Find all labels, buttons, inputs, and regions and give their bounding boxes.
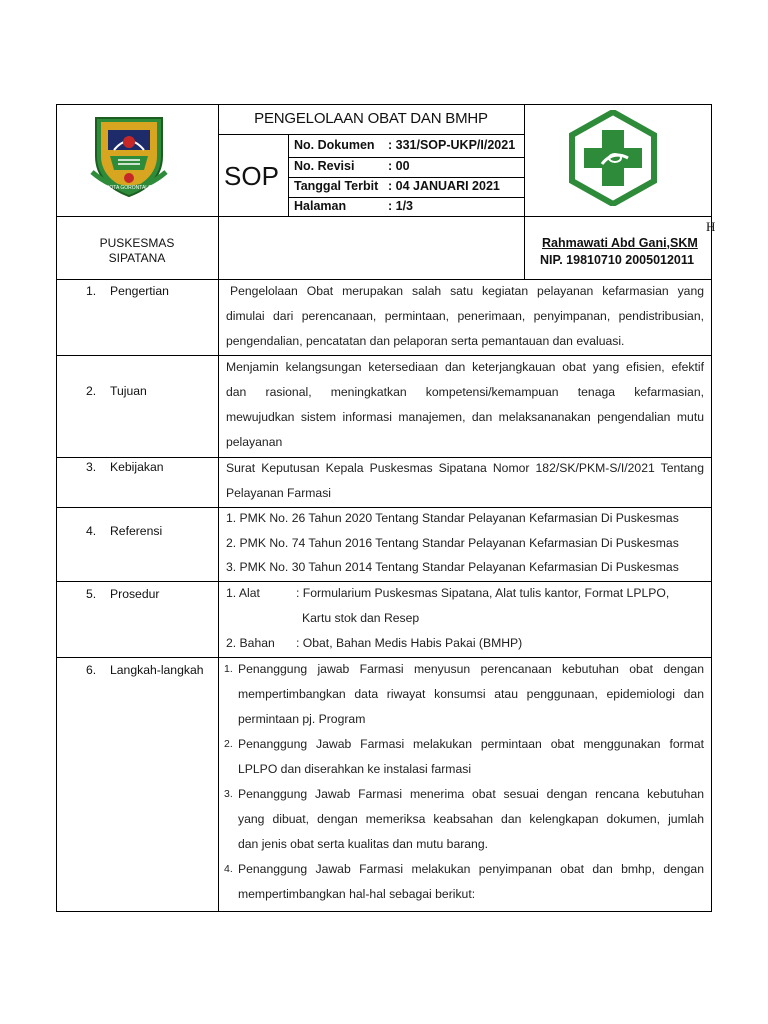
section-number: 4.	[86, 524, 97, 538]
signer-nip: NIP. 19810710 2005012011	[540, 253, 695, 267]
margin-mark: H	[706, 219, 716, 234]
step-text-line: Penanggung jawab Farmasi menyusun perencanaan kebutuhan obat dengan	[238, 662, 704, 676]
step-text-line: mempertimbangkan hal-hal sebagai berikut:	[238, 887, 476, 901]
section-text-line: Pengelolaan Obat merupakan salah satu kegiatan pelayanan kefarmasian yang	[230, 284, 704, 298]
section-label: Kebijakan	[110, 460, 164, 474]
step-text-line: dan jenis obat serta kualitas dan mutu barang.	[238, 837, 489, 851]
section-number: 3.	[86, 460, 97, 474]
section-number: 2.	[86, 384, 97, 398]
step-number: 3.	[224, 788, 233, 800]
section-label: Pengertian	[110, 284, 169, 298]
section-text-line: pelayanan	[226, 435, 283, 449]
grid-line	[524, 104, 525, 279]
step-item	[224, 782, 704, 857]
step-number: 1.	[224, 663, 233, 675]
section-label: Prosedur	[110, 587, 160, 601]
reference-item: 3. PMK No. 30 Tahun 2014 Tentang Standar Pelayanan Kefarmasian Di Puskesmas	[226, 560, 679, 574]
step-text-line: Penanggung Jawab Farmasi menerima obat sesuai dengan rencana kebutuhan	[238, 787, 704, 801]
step-item	[224, 732, 704, 782]
reference-item: 1. PMK No. 26 Tahun 2020 Tentang Standar Pelayanan Kefarmasian Di Puskesmas	[226, 511, 679, 525]
procedure-item-value: : Obat, Bahan Medis Habis Pakai (BMHP)	[296, 636, 523, 650]
step-number: 2.	[224, 738, 233, 750]
step-text-line: Penanggung Jawab Farmasi melakukan permintaan obat menggunakan format	[238, 737, 704, 751]
section-number: 6.	[86, 663, 97, 677]
grid-line	[288, 157, 524, 158]
section-label: Langkah-langkah	[110, 663, 204, 677]
step-number: 4.	[224, 863, 233, 875]
step-text-line: mempertimbangkan data riwayat konsumsi atau penggunaan, epidemiologi dan	[238, 687, 704, 701]
section-label: Tujuan	[110, 384, 147, 398]
procedure-item-label: 1. Alat	[226, 586, 260, 600]
meta-value: : 331/SOP-UKP/I/2021	[388, 138, 516, 152]
org-name-line1: PUSKESMAS	[99, 236, 175, 250]
meta-value: : 00	[388, 159, 410, 173]
section-label: Referensi	[110, 524, 163, 538]
grid-line	[288, 197, 524, 198]
procedure-item-value: Kartu stok dan Resep	[302, 611, 420, 625]
section-number: 5.	[86, 587, 97, 601]
meta-label: No. Dokumen	[294, 138, 375, 152]
section-text-line: Menjamin kelangsungan ketersediaan dan keterjangkauan obat yang efisien, efektif	[226, 360, 704, 374]
step-text-line: permintaan pj. Program	[238, 712, 366, 726]
crest-banner-text: KOTA GORONTALO	[106, 185, 152, 191]
page-title: PENGELOLAAN OBAT DAN BMHP	[254, 110, 488, 127]
meta-label: No. Revisi	[294, 159, 355, 173]
section-number: 1.	[86, 284, 97, 298]
grid-line	[218, 104, 219, 912]
city-crest-logo	[86, 112, 172, 198]
procedure-item-label: 2. Bahan	[226, 636, 275, 650]
reference-item: 2. PMK No. 74 Tahun 2016 Tentang Standar Pelayanan Kefarmasian Di Puskesmas	[226, 535, 679, 550]
meta-label: Tanggal Terbit	[294, 179, 379, 193]
grid-line	[56, 216, 712, 217]
signer-name: Rahmawati Abd Gani,SKM	[542, 236, 698, 250]
section-text-line: pengendalian, pencatatan dan pelaporan serta pemantauan dan evaluasi.	[226, 334, 625, 348]
section-text-line: dimulai dari perencanaan, permintaan, penerimaan, penyimpanan, pendistribusian,	[226, 309, 704, 323]
step-text-line: LPLPO dan diserahkan ke instalasi farmasi	[238, 762, 472, 776]
grid-line	[218, 134, 524, 135]
section-text-line: Pelayanan Farmasi	[226, 486, 331, 500]
step-item	[224, 857, 704, 907]
grid-line	[288, 177, 524, 178]
procedure-item-value: : Formularium Puskesmas Sipatana, Alat tulis kantor, Format LPLPO,	[296, 586, 670, 600]
org-name-line2: SIPATANA	[108, 251, 166, 265]
step-text-line: Penanggung Jawab Farmasi melakukan penyimpanan obat dan bmhp, dengan	[238, 862, 704, 876]
sop-label: SOP	[224, 161, 279, 191]
meta-value: : 1/3	[388, 199, 414, 213]
step-text-line: yang dibuat, dengan memeriksa keabsahan dan kelengkapan dokumen, jumlah	[238, 812, 704, 826]
section-text-line: Surat Keputusan Kepala Puskesmas Sipatana Nomor 182/SK/PKM-S/I/2021 Tentang	[226, 461, 704, 475]
puskesmas-logo	[568, 110, 658, 206]
step-item	[224, 657, 704, 732]
meta-value: : 04 JANUARI 2021	[388, 179, 500, 193]
section-text-line: mewujudkan sistem informasi manajemen, dan melaksananakan pengendalian mutu	[226, 410, 704, 424]
section-text-line: dan rasional, meningkatkan kompetensi/kemampuan tenaga kefarmasian,	[226, 385, 704, 399]
grid-line	[288, 134, 289, 216]
meta-label: Halaman	[294, 199, 347, 213]
